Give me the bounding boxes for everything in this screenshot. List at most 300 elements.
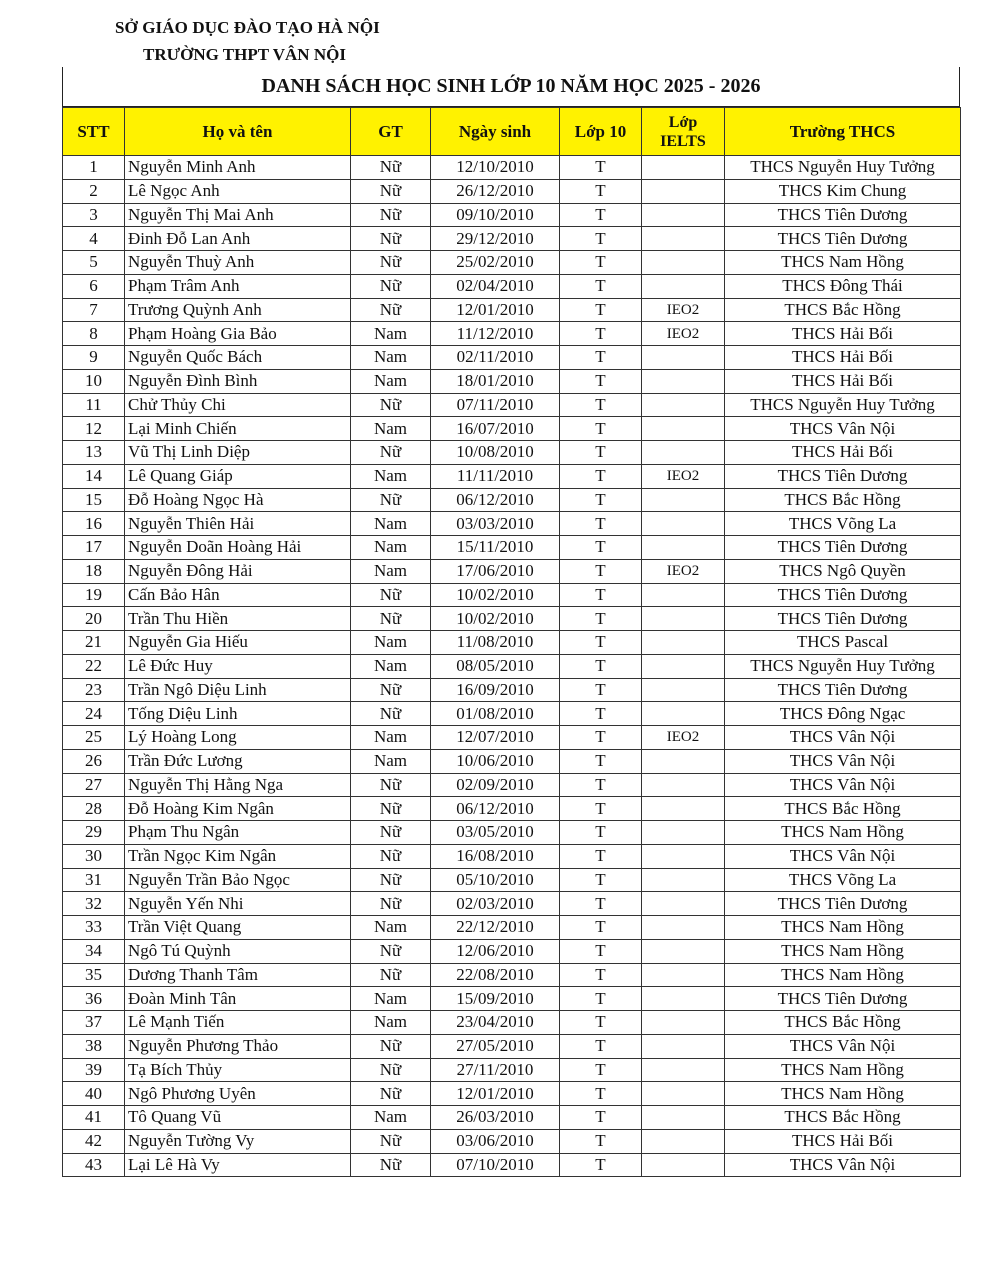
row-class: T	[560, 512, 642, 536]
table-row	[63, 1011, 961, 1035]
row-class: T	[560, 702, 642, 726]
table-row	[63, 1058, 961, 1082]
row-stt: 3	[63, 203, 125, 227]
table-row	[63, 821, 961, 845]
row-gender: Nữ	[351, 1082, 431, 1106]
row-name: Nguyễn Phương Thảo	[125, 1034, 351, 1058]
row-class: T	[560, 298, 642, 322]
row-class: T	[560, 726, 642, 750]
row-class: T	[560, 1106, 642, 1130]
row-ielts	[642, 631, 725, 655]
col-header-class: Lớp 10	[560, 108, 642, 156]
table-row	[63, 274, 961, 298]
row-ielts	[642, 868, 725, 892]
school-name: TRƯỜNG THPT VÂN NỘI	[143, 45, 346, 64]
table-row	[63, 749, 961, 773]
row-class: T	[560, 583, 642, 607]
row-gender: Nữ	[351, 203, 431, 227]
table-row	[63, 797, 961, 821]
row-school: THCS Tiên Dương	[725, 464, 961, 488]
row-gender: Nữ	[351, 607, 431, 631]
row-gender: Nữ	[351, 1034, 431, 1058]
row-dob: 02/11/2010	[431, 346, 560, 370]
row-class: T	[560, 1129, 642, 1153]
row-stt: 35	[63, 963, 125, 987]
row-dob: 03/05/2010	[431, 821, 560, 845]
student-list-table-wrapper	[62, 67, 960, 1177]
row-dob: 27/11/2010	[431, 1058, 560, 1082]
row-school: THCS Tiên Dương	[725, 678, 961, 702]
row-name: Ngô Tú Quỳnh	[125, 939, 351, 963]
row-gender: Nữ	[351, 274, 431, 298]
row-school: THCS Nam Hồng	[725, 939, 961, 963]
row-dob: 10/08/2010	[431, 441, 560, 465]
row-class: T	[560, 868, 642, 892]
table-row	[63, 987, 961, 1011]
row-name: Nguyễn Trần Bảo Ngọc	[125, 868, 351, 892]
row-name: Đỗ Hoàng Ngọc Hà	[125, 488, 351, 512]
row-stt: 31	[63, 868, 125, 892]
row-stt: 4	[63, 227, 125, 251]
row-ielts	[642, 1106, 725, 1130]
row-school: THCS Tiên Dương	[725, 536, 961, 560]
row-gender: Nữ	[351, 773, 431, 797]
table-row	[63, 583, 961, 607]
row-ielts	[642, 844, 725, 868]
row-class: T	[560, 559, 642, 583]
row-dob: 16/07/2010	[431, 417, 560, 441]
row-class: T	[560, 156, 642, 180]
row-ielts	[642, 821, 725, 845]
table-row	[63, 346, 961, 370]
row-dob: 09/10/2010	[431, 203, 560, 227]
row-stt: 11	[63, 393, 125, 417]
row-school: THCS Vân Nội	[725, 1034, 961, 1058]
row-class: T	[560, 417, 642, 441]
row-dob: 08/05/2010	[431, 654, 560, 678]
row-school: THCS Nam Hồng	[725, 916, 961, 940]
row-stt: 6	[63, 274, 125, 298]
row-ielts	[642, 654, 725, 678]
row-gender: Nam	[351, 369, 431, 393]
row-name: Đinh Đỗ Lan Anh	[125, 227, 351, 251]
row-ielts	[642, 441, 725, 465]
row-name: Tô Quang Vũ	[125, 1106, 351, 1130]
row-name: Tạ Bích Thủy	[125, 1058, 351, 1082]
row-ielts: IEO2	[642, 726, 725, 750]
row-stt: 7	[63, 298, 125, 322]
row-school: THCS Hải Bối	[725, 1129, 961, 1153]
row-dob: 12/07/2010	[431, 726, 560, 750]
row-class: T	[560, 464, 642, 488]
row-gender: Nữ	[351, 868, 431, 892]
table-row	[63, 464, 961, 488]
row-gender: Nam	[351, 417, 431, 441]
col-header-dob: Ngày sinh	[431, 108, 560, 156]
row-ielts	[642, 369, 725, 393]
row-school: THCS Nam Hồng	[725, 963, 961, 987]
row-school: THCS Kim Chung	[725, 179, 961, 203]
row-name: Lê Quang Giáp	[125, 464, 351, 488]
row-stt: 21	[63, 631, 125, 655]
row-class: T	[560, 916, 642, 940]
row-school: THCS Võng La	[725, 512, 961, 536]
row-stt: 42	[63, 1129, 125, 1153]
row-school: THCS Ngô Quyền	[725, 559, 961, 583]
row-school: THCS Nam Hồng	[725, 821, 961, 845]
row-ielts	[642, 678, 725, 702]
table-row	[63, 844, 961, 868]
row-gender: Nam	[351, 464, 431, 488]
row-stt: 1	[63, 156, 125, 180]
row-dob: 17/06/2010	[431, 559, 560, 583]
row-ielts	[642, 1129, 725, 1153]
row-ielts	[642, 488, 725, 512]
row-stt: 14	[63, 464, 125, 488]
row-name: Nguyễn Thị Hằng Nga	[125, 773, 351, 797]
row-stt: 12	[63, 417, 125, 441]
row-ielts: IEO2	[642, 298, 725, 322]
row-class: T	[560, 797, 642, 821]
table-row	[63, 702, 961, 726]
row-dob: 16/08/2010	[431, 844, 560, 868]
row-class: T	[560, 773, 642, 797]
row-dob: 07/10/2010	[431, 1153, 560, 1177]
row-stt: 10	[63, 369, 125, 393]
row-gender: Nữ	[351, 179, 431, 203]
row-gender: Nữ	[351, 251, 431, 275]
row-stt: 34	[63, 939, 125, 963]
row-school: THCS Vân Nội	[725, 1153, 961, 1177]
row-class: T	[560, 678, 642, 702]
row-gender: Nam	[351, 559, 431, 583]
col-header-gender: GT	[351, 108, 431, 156]
row-stt: 32	[63, 892, 125, 916]
row-name: Trần Đức Lương	[125, 749, 351, 773]
row-school: THCS Võng La	[725, 868, 961, 892]
row-school: THCS Bắc Hồng	[725, 298, 961, 322]
row-stt: 27	[63, 773, 125, 797]
row-ielts	[642, 1011, 725, 1035]
row-class: T	[560, 536, 642, 560]
row-dob: 10/02/2010	[431, 607, 560, 631]
table-header-row	[63, 108, 961, 156]
row-name: Phạm Trâm Anh	[125, 274, 351, 298]
table-row	[63, 322, 961, 346]
row-dob: 16/09/2010	[431, 678, 560, 702]
row-stt: 2	[63, 179, 125, 203]
table-row	[63, 298, 961, 322]
row-gender: Nữ	[351, 393, 431, 417]
row-stt: 8	[63, 322, 125, 346]
row-name: Nguyễn Đình Bình	[125, 369, 351, 393]
row-class: T	[560, 369, 642, 393]
row-gender: Nữ	[351, 583, 431, 607]
row-name: Lại Lê Hà Vy	[125, 1153, 351, 1177]
row-dob: 06/12/2010	[431, 797, 560, 821]
row-gender: Nam	[351, 749, 431, 773]
row-stt: 41	[63, 1106, 125, 1130]
row-class: T	[560, 654, 642, 678]
row-school: THCS Tiên Dương	[725, 203, 961, 227]
row-name: Lê Ngọc Anh	[125, 179, 351, 203]
table-row	[63, 417, 961, 441]
row-ielts	[642, 1034, 725, 1058]
row-school: THCS Tiên Dương	[725, 227, 961, 251]
row-ielts	[642, 1082, 725, 1106]
row-ielts	[642, 274, 725, 298]
row-name: Trần Ngô Diệu Linh	[125, 678, 351, 702]
table-row	[63, 892, 961, 916]
row-gender: Nữ	[351, 441, 431, 465]
row-class: T	[560, 251, 642, 275]
row-gender: Nữ	[351, 821, 431, 845]
row-school: THCS Hải Bối	[725, 441, 961, 465]
row-dob: 03/06/2010	[431, 1129, 560, 1153]
row-name: Dương Thanh Tâm	[125, 963, 351, 987]
row-stt: 28	[63, 797, 125, 821]
row-class: T	[560, 1058, 642, 1082]
row-class: T	[560, 393, 642, 417]
row-school: THCS Pascal	[725, 631, 961, 655]
row-school: THCS Vân Nội	[725, 749, 961, 773]
row-dob: 25/02/2010	[431, 251, 560, 275]
row-gender: Nữ	[351, 892, 431, 916]
row-ielts	[642, 987, 725, 1011]
row-ielts	[642, 1058, 725, 1082]
row-school: THCS Hải Bối	[725, 346, 961, 370]
document-title: DANH SÁCH HỌC SINH LỚP 10 NĂM HỌC 2025 - 2026	[62, 67, 960, 107]
row-school: THCS Bắc Hồng	[725, 488, 961, 512]
row-stt: 20	[63, 607, 125, 631]
row-stt: 9	[63, 346, 125, 370]
table-row	[63, 939, 961, 963]
row-name: Ngô Phương Uyên	[125, 1082, 351, 1106]
row-gender: Nữ	[351, 298, 431, 322]
table-row	[63, 393, 961, 417]
row-class: T	[560, 607, 642, 631]
row-gender: Nữ	[351, 227, 431, 251]
table-row	[63, 251, 961, 275]
row-dob: 05/10/2010	[431, 868, 560, 892]
table-row	[63, 631, 961, 655]
row-name: Đỗ Hoàng Kim Ngân	[125, 797, 351, 821]
row-gender: Nữ	[351, 797, 431, 821]
row-class: T	[560, 631, 642, 655]
row-class: T	[560, 441, 642, 465]
row-gender: Nữ	[351, 844, 431, 868]
row-class: T	[560, 963, 642, 987]
row-stt: 43	[63, 1153, 125, 1177]
row-class: T	[560, 274, 642, 298]
row-gender: Nam	[351, 536, 431, 560]
table-row	[63, 1153, 961, 1177]
row-gender: Nam	[351, 654, 431, 678]
table-row	[63, 512, 961, 536]
row-name: Vũ Thị Linh Diệp	[125, 441, 351, 465]
row-class: T	[560, 322, 642, 346]
row-ielts: IEO2	[642, 559, 725, 583]
row-ielts	[642, 203, 725, 227]
row-name: Đoàn Minh Tân	[125, 987, 351, 1011]
row-stt: 30	[63, 844, 125, 868]
table-row	[63, 441, 961, 465]
row-dob: 07/11/2010	[431, 393, 560, 417]
table-row	[63, 654, 961, 678]
row-gender: Nam	[351, 726, 431, 750]
row-class: T	[560, 1011, 642, 1035]
row-stt: 25	[63, 726, 125, 750]
table-row	[63, 559, 961, 583]
row-gender: Nam	[351, 1011, 431, 1035]
row-name: Nguyễn Yến Nhi	[125, 892, 351, 916]
row-gender: Nữ	[351, 156, 431, 180]
row-school: THCS Tiên Dương	[725, 987, 961, 1011]
row-dob: 02/09/2010	[431, 773, 560, 797]
row-ielts	[642, 393, 725, 417]
row-stt: 29	[63, 821, 125, 845]
row-name: Lê Đức Huy	[125, 654, 351, 678]
row-class: T	[560, 939, 642, 963]
row-ielts	[642, 417, 725, 441]
row-dob: 01/08/2010	[431, 702, 560, 726]
row-school: THCS Nam Hồng	[725, 1082, 961, 1106]
row-ielts	[642, 797, 725, 821]
row-name: Trần Ngọc Kim Ngân	[125, 844, 351, 868]
row-class: T	[560, 203, 642, 227]
row-stt: 22	[63, 654, 125, 678]
row-stt: 13	[63, 441, 125, 465]
row-dob: 26/03/2010	[431, 1106, 560, 1130]
row-dob: 02/04/2010	[431, 274, 560, 298]
row-name: Nguyễn Minh Anh	[125, 156, 351, 180]
row-name: Lý Hoàng Long	[125, 726, 351, 750]
table-row	[63, 227, 961, 251]
row-gender: Nam	[351, 322, 431, 346]
row-dob: 27/05/2010	[431, 1034, 560, 1058]
row-ielts	[642, 583, 725, 607]
student-list-table	[62, 107, 961, 1177]
row-name: Nguyễn Thị Mai Anh	[125, 203, 351, 227]
row-name: Nguyễn Doãn Hoàng Hải	[125, 536, 351, 560]
row-stt: 23	[63, 678, 125, 702]
row-ielts	[642, 512, 725, 536]
row-dob: 11/11/2010	[431, 464, 560, 488]
col-header-name: Họ và tên	[125, 108, 351, 156]
row-ielts	[642, 702, 725, 726]
row-dob: 18/01/2010	[431, 369, 560, 393]
row-school: THCS Nguyễn Huy Tưởng	[725, 393, 961, 417]
row-class: T	[560, 1153, 642, 1177]
row-school: THCS Nam Hồng	[725, 251, 961, 275]
row-name: Tống Diệu Linh	[125, 702, 351, 726]
row-ielts	[642, 773, 725, 797]
row-dob: 06/12/2010	[431, 488, 560, 512]
row-name: Nguyễn Thiên Hải	[125, 512, 351, 536]
row-stt: 18	[63, 559, 125, 583]
row-gender: Nam	[351, 512, 431, 536]
row-ielts	[642, 916, 725, 940]
row-gender: Nữ	[351, 488, 431, 512]
table-row	[63, 678, 961, 702]
row-ielts	[642, 179, 725, 203]
row-stt: 24	[63, 702, 125, 726]
row-gender: Nữ	[351, 1129, 431, 1153]
row-stt: 15	[63, 488, 125, 512]
row-gender: Nữ	[351, 939, 431, 963]
row-gender: Nam	[351, 1106, 431, 1130]
row-stt: 39	[63, 1058, 125, 1082]
row-stt: 16	[63, 512, 125, 536]
row-dob: 10/02/2010	[431, 583, 560, 607]
row-name: Nguyễn Tường Vy	[125, 1129, 351, 1153]
row-stt: 19	[63, 583, 125, 607]
row-ielts: IEO2	[642, 464, 725, 488]
row-dob: 12/06/2010	[431, 939, 560, 963]
row-dob: 23/04/2010	[431, 1011, 560, 1035]
row-name: Trương Quỳnh Anh	[125, 298, 351, 322]
row-dob: 22/12/2010	[431, 916, 560, 940]
row-ielts	[642, 536, 725, 560]
table-row	[63, 607, 961, 631]
row-school: THCS Vân Nội	[725, 417, 961, 441]
row-ielts	[642, 939, 725, 963]
row-name: Phạm Hoàng Gia Bảo	[125, 322, 351, 346]
row-dob: 11/12/2010	[431, 322, 560, 346]
row-school: THCS Hải Bối	[725, 369, 961, 393]
row-ielts: IEO2	[642, 322, 725, 346]
row-name: Nguyễn Gia Hiếu	[125, 631, 351, 655]
row-school: THCS Vân Nội	[725, 726, 961, 750]
table-row	[63, 179, 961, 203]
col-header-school: Trường THCS	[725, 108, 961, 156]
row-dob: 12/10/2010	[431, 156, 560, 180]
row-gender: Nữ	[351, 678, 431, 702]
department-name: SỞ GIÁO DỤC ĐÀO TẠO HÀ NỘI	[115, 18, 380, 37]
row-school: THCS Nam Hồng	[725, 1058, 961, 1082]
row-ielts	[642, 251, 725, 275]
table-row	[63, 203, 961, 227]
table-row	[63, 963, 961, 987]
row-name: Nguyễn Thuỳ Anh	[125, 251, 351, 275]
table-row	[63, 1106, 961, 1130]
table-row	[63, 1082, 961, 1106]
row-school: THCS Bắc Hồng	[725, 1106, 961, 1130]
row-dob: 15/11/2010	[431, 536, 560, 560]
row-gender: Nữ	[351, 1058, 431, 1082]
row-name: Nguyễn Đông Hải	[125, 559, 351, 583]
row-name: Cấn Bảo Hân	[125, 583, 351, 607]
table-row	[63, 536, 961, 560]
row-stt: 38	[63, 1034, 125, 1058]
row-name: Chử Thủy Chi	[125, 393, 351, 417]
row-dob: 02/03/2010	[431, 892, 560, 916]
row-stt: 33	[63, 916, 125, 940]
row-stt: 17	[63, 536, 125, 560]
row-name: Lê Mạnh Tiến	[125, 1011, 351, 1035]
row-school: THCS Vân Nội	[725, 844, 961, 868]
row-dob: 29/12/2010	[431, 227, 560, 251]
row-school: THCS Bắc Hồng	[725, 1011, 961, 1035]
row-name: Trần Thu Hiền	[125, 607, 351, 631]
row-class: T	[560, 488, 642, 512]
row-stt: 40	[63, 1082, 125, 1106]
row-gender: Nữ	[351, 1153, 431, 1177]
row-dob: 11/08/2010	[431, 631, 560, 655]
row-dob: 26/12/2010	[431, 179, 560, 203]
row-dob: 03/03/2010	[431, 512, 560, 536]
row-school: THCS Bắc Hồng	[725, 797, 961, 821]
